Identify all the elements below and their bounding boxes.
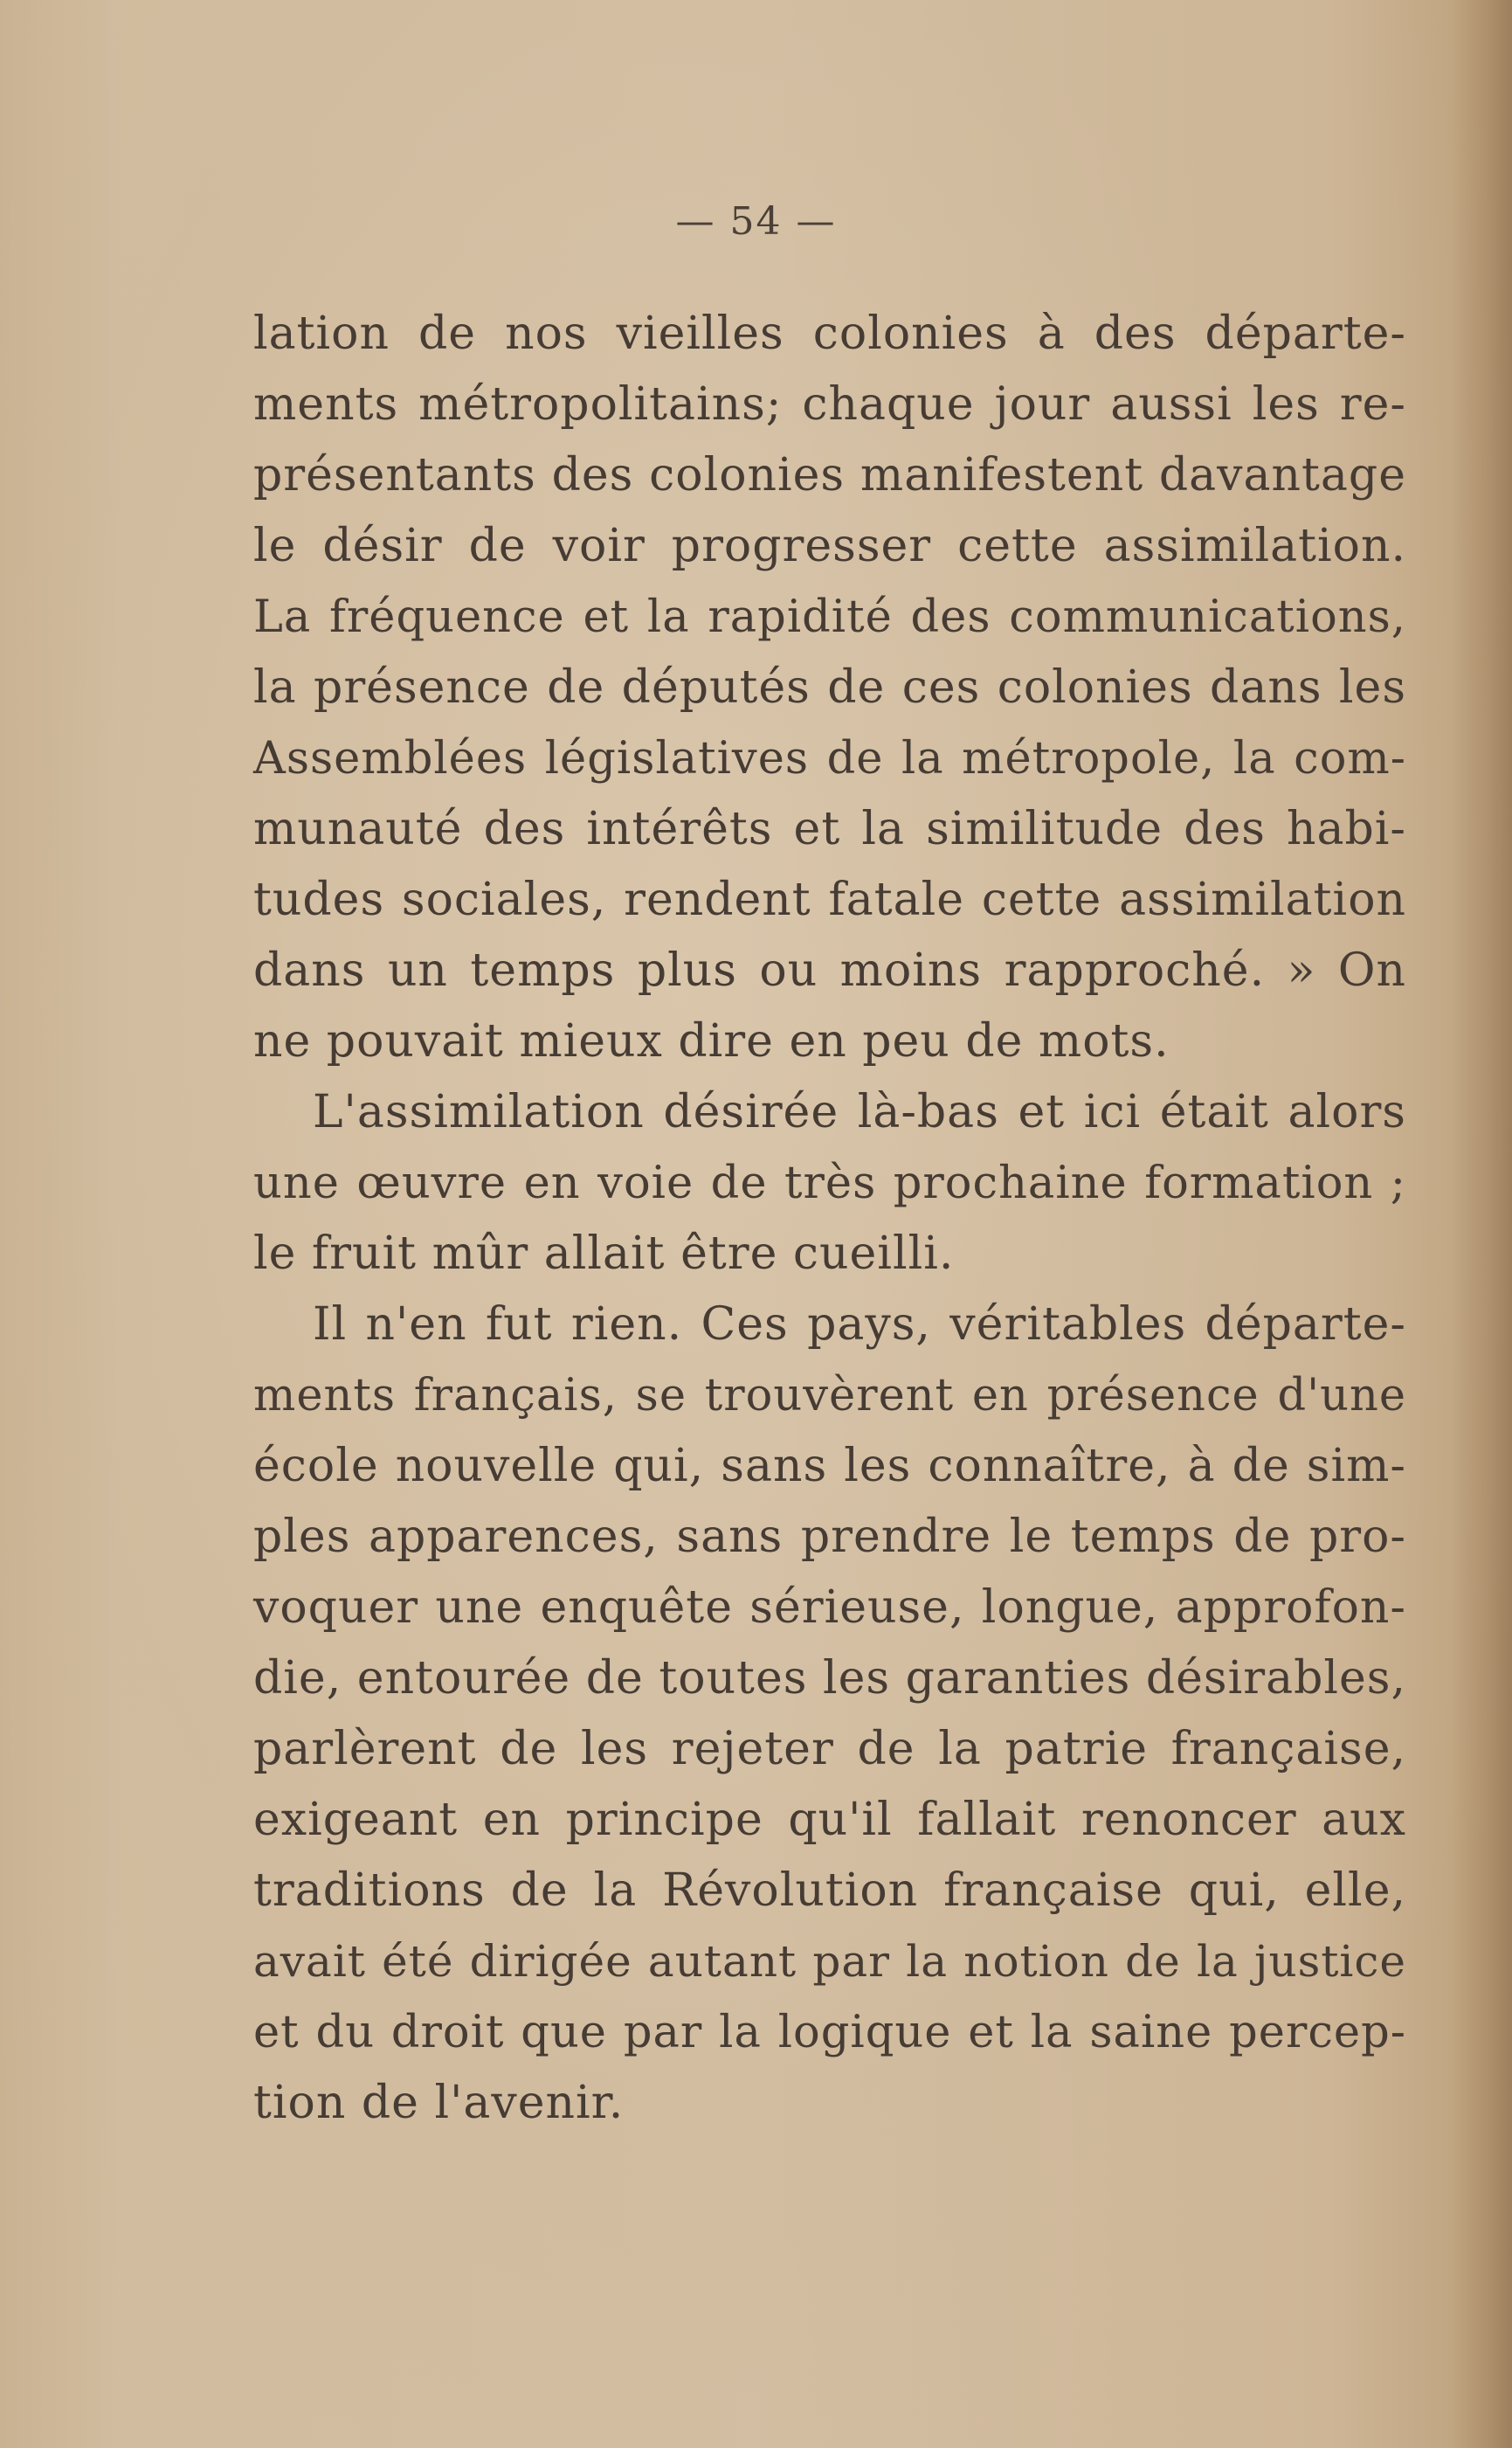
text-line: avait été dirigée autant par la notion de la justice	[253, 1936, 1406, 1987]
text-line: exigeant en principe qu'il fallait renoncer aux	[253, 1794, 1406, 1846]
text-line: le désir de voir progresser cette assimilation.	[253, 520, 1406, 572]
text-line: ments métropolitains; chaque jour aussi les re-	[253, 378, 1406, 431]
text-line: lation de nos vieilles colonies à des départe-	[253, 308, 1406, 360]
text-line: Assemblées législatives de la métropole, la com-	[253, 733, 1406, 785]
text-line: tion de l'avenir.	[253, 2077, 625, 2129]
text-line: voquer une enquête sérieuse, longue, approfon-	[253, 1581, 1406, 1634]
text-line: L'assimilation désirée là-bas et ici était alors	[313, 1086, 1406, 1138]
text-line: Il n'en fut rien. Ces pays, véritables départe-	[313, 1298, 1406, 1351]
text-line: la présence de députés de ces colonies dans les	[253, 661, 1406, 714]
text-line: une œuvre en voie de très prochaine formation ;	[253, 1158, 1406, 1209]
text-line: dans un temps plus ou moins rapproché. » On	[253, 944, 1406, 997]
text-line: et du droit que par la logique et la saine percep-	[253, 2007, 1406, 2058]
text-line: La fréquence et la rapidité des communications,	[253, 591, 1406, 643]
text-line: die, entourée de toutes les garanties désirables,	[253, 1652, 1406, 1705]
page-number: — 54 —	[675, 199, 837, 244]
text-line: école nouvelle qui, sans les connaître, à de sim-	[253, 1440, 1406, 1492]
text-line: parlèrent de les rejeter de la patrie française,	[253, 1723, 1406, 1775]
text-line: munauté des intérêts et la similitude des habi-	[253, 803, 1406, 855]
text-line: traditions de la Révolution française qui, elle,	[253, 1864, 1406, 1917]
text-line: tudes sociales, rendent fatale cette assimilation	[253, 874, 1406, 926]
text-line: présentants des colonies manifestent davantage	[253, 449, 1406, 501]
text-line: ne pouvait mieux dire en peu de mots.	[253, 1015, 1170, 1068]
text-line: ples apparences, sans prendre le temps de pro-	[253, 1511, 1406, 1563]
text-line: le fruit mûr allait être cueilli.	[253, 1227, 955, 1280]
body-text	[253, 299, 1406, 2139]
text-line: ments français, se trouvèrent en présence d'une	[253, 1370, 1406, 1421]
